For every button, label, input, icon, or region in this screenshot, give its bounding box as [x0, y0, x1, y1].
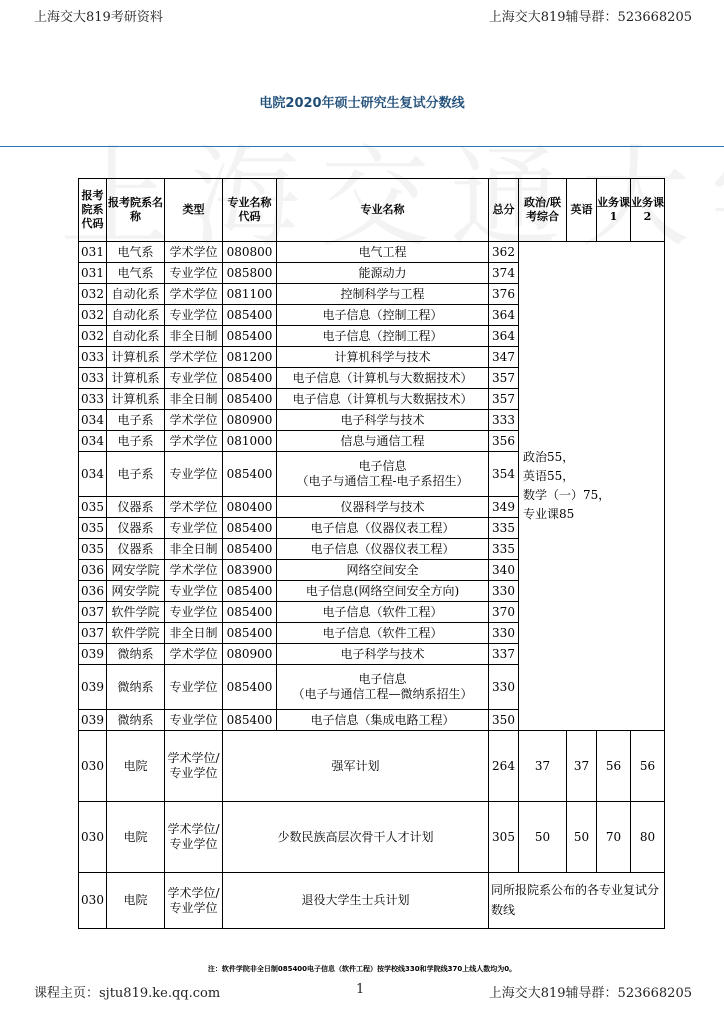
type-cell: 专业学位: [165, 305, 223, 326]
header-english: 英语: [567, 179, 597, 242]
major-name-cell: 控制科学与工程: [277, 284, 489, 305]
english-score-cell: 50: [567, 802, 597, 873]
major-name-cell: 电子信息（计算机与大数据技术）: [277, 368, 489, 389]
table-body: [79, 242, 665, 929]
title-divider: [0, 146, 724, 147]
total-score-cell: 364: [489, 326, 519, 347]
major-name-cell: 电子信息（软件工程）: [277, 602, 489, 623]
politics-score-cell: 50: [519, 802, 567, 873]
total-score-cell: 357: [489, 389, 519, 410]
total-score-cell: 354: [489, 452, 519, 497]
total-score-cell: 364: [489, 305, 519, 326]
dept-name-cell: 电院: [107, 873, 165, 929]
dept-code-cell: 033: [79, 368, 107, 389]
major-name-cell: 网络空间安全: [277, 560, 489, 581]
type-cell: 专业学位: [165, 665, 223, 710]
dept-name-cell: 自动化系: [107, 305, 165, 326]
special-plan-row: [79, 873, 665, 929]
type-cell: 学术学位: [165, 347, 223, 368]
major-code-cell: 083900: [223, 560, 277, 581]
dept-code-cell: 037: [79, 623, 107, 644]
dept-name-cell: 电气系: [107, 242, 165, 263]
major-name-cell: 电子信息(网络空间安全方向): [277, 581, 489, 602]
dept-code-cell: 030: [79, 731, 107, 802]
plan-name-cell: 退役大学生士兵计划: [223, 873, 489, 929]
table-row: [79, 242, 665, 263]
type-cell: 学术学位: [165, 410, 223, 431]
type-cell: 学术学位: [165, 431, 223, 452]
dept-code-cell: 039: [79, 665, 107, 710]
dept-name-cell: 电子系: [107, 431, 165, 452]
dept-code-cell: 036: [79, 581, 107, 602]
major-code-cell: 085400: [223, 518, 277, 539]
footer-right-text: 上海交大819辅导群：523668205: [488, 986, 692, 1001]
dept-code-cell: 034: [79, 452, 107, 497]
dept-code-cell: 033: [79, 347, 107, 368]
total-score-cell: 357: [489, 368, 519, 389]
header-dept-code: 报考院系代码: [79, 179, 107, 242]
total-score-cell: 356: [489, 431, 519, 452]
major-code-cell: 080900: [223, 410, 277, 431]
major-code-cell: 085400: [223, 665, 277, 710]
total-score-cell: 330: [489, 665, 519, 710]
major-name-cell: 电子信息 （电子与通信工程—微纳系招生）: [277, 665, 489, 710]
dept-code-cell: 035: [79, 518, 107, 539]
page-title: 电院2020年硕士研究生复试分数线: [259, 96, 465, 111]
dept-name-cell: 微纳系: [107, 644, 165, 665]
type-cell: 学术学位: [165, 497, 223, 518]
major-code-cell: 085400: [223, 326, 277, 347]
course2-score-cell: 56: [631, 731, 665, 802]
dept-code-cell: 034: [79, 431, 107, 452]
course1-score-cell: 56: [597, 731, 631, 802]
header-dept-name: 报考院系名称: [107, 179, 165, 242]
major-code-cell: 081100: [223, 284, 277, 305]
major-code-cell: 085400: [223, 389, 277, 410]
total-score-cell: 376: [489, 284, 519, 305]
type-cell: 学术学位: [165, 560, 223, 581]
plan-note-cell: 同所报院系公布的各专业复试分数线: [489, 873, 665, 929]
major-code-cell: 085400: [223, 602, 277, 623]
major-name-cell: 电子科学与技术: [277, 410, 489, 431]
total-score-cell: 335: [489, 539, 519, 560]
type-cell: 学术学位/ 专业学位: [165, 802, 223, 873]
header-type: 类型: [165, 179, 223, 242]
dept-code-cell: 032: [79, 326, 107, 347]
major-name-cell: 电子信息（集成电路工程）: [277, 710, 489, 731]
dept-code-cell: 037: [79, 602, 107, 623]
header-left-text: 上海交大819考研资料: [34, 10, 163, 25]
major-name-cell: 能源动力: [277, 263, 489, 284]
type-cell: 学术学位: [165, 284, 223, 305]
dept-name-cell: 计算机系: [107, 389, 165, 410]
dept-code-cell: 035: [79, 497, 107, 518]
dept-name-cell: 电气系: [107, 263, 165, 284]
english-score-cell: 37: [567, 731, 597, 802]
dept-name-cell: 计算机系: [107, 347, 165, 368]
major-name-cell: 仪器科学与技术: [277, 497, 489, 518]
plan-name-cell: 少数民族高层次骨干人才计划: [223, 802, 489, 873]
header-course1: 业务课1: [597, 179, 631, 242]
dept-name-cell: 电院: [107, 731, 165, 802]
type-cell: 非全日制: [165, 623, 223, 644]
major-code-cell: 085400: [223, 368, 277, 389]
type-cell: 专业学位: [165, 263, 223, 284]
footer-course-link: 课程主页：sjtu819.ke.qq.com: [34, 986, 221, 1001]
header-course2: 业务课2: [631, 179, 665, 242]
total-score-cell: 305: [489, 802, 519, 873]
type-cell: 专业学位: [165, 710, 223, 731]
major-name-cell: 电子信息（仪器仪表工程）: [277, 539, 489, 560]
major-name-cell: 电气工程: [277, 242, 489, 263]
major-code-cell: 085800: [223, 263, 277, 284]
course1-score-cell: 70: [597, 802, 631, 873]
total-score-cell: 333: [489, 410, 519, 431]
major-name-cell: 电子科学与技术: [277, 644, 489, 665]
type-cell: 非全日制: [165, 389, 223, 410]
type-cell: 学术学位: [165, 644, 223, 665]
dept-code-cell: 030: [79, 802, 107, 873]
dept-name-cell: 网安学院: [107, 560, 165, 581]
type-cell: 专业学位: [165, 581, 223, 602]
type-cell: 专业学位: [165, 368, 223, 389]
total-score-cell: 362: [489, 242, 519, 263]
plan-name-cell: 强军计划: [223, 731, 489, 802]
type-cell: 学术学位/ 专业学位: [165, 873, 223, 929]
type-cell: 非全日制: [165, 539, 223, 560]
dept-code-cell: 033: [79, 389, 107, 410]
type-cell: 专业学位: [165, 452, 223, 497]
type-cell: 非全日制: [165, 326, 223, 347]
dept-name-cell: 电子系: [107, 452, 165, 497]
dept-code-cell: 034: [79, 410, 107, 431]
major-name-cell: 电子信息（仪器仪表工程）: [277, 518, 489, 539]
total-score-cell: 347: [489, 347, 519, 368]
table-header-row: [79, 179, 665, 242]
major-name-cell: 电子信息（计算机与大数据技术）: [277, 389, 489, 410]
total-score-cell: 337: [489, 644, 519, 665]
major-code-cell: 081000: [223, 431, 277, 452]
type-cell: 学术学位: [165, 242, 223, 263]
dept-code-cell: 032: [79, 305, 107, 326]
dept-code-cell: 031: [79, 242, 107, 263]
major-code-cell: 080400: [223, 497, 277, 518]
dept-name-cell: 电院: [107, 802, 165, 873]
major-code-cell: 085400: [223, 539, 277, 560]
total-score-cell: 330: [489, 623, 519, 644]
major-code-cell: 081200: [223, 347, 277, 368]
dept-code-cell: 036: [79, 560, 107, 581]
header-politics: 政治/联考综合: [519, 179, 567, 242]
dept-code-cell: 030: [79, 873, 107, 929]
major-name-cell: 电子信息（软件工程）: [277, 623, 489, 644]
total-score-cell: 370: [489, 602, 519, 623]
total-score-cell: 340: [489, 560, 519, 581]
major-name-cell: 电子信息（控制工程）: [277, 326, 489, 347]
type-cell: 专业学位: [165, 518, 223, 539]
score-table: [78, 178, 665, 929]
major-code-cell: 080900: [223, 644, 277, 665]
header-total: 总分: [489, 179, 519, 242]
major-name-cell: 计算机科学与技术: [277, 347, 489, 368]
footnote: 注：软件学院非全日制085400电子信息（软件工程）按学校线330和学院线370上线人数均为0。: [207, 965, 517, 973]
major-code-cell: 085400: [223, 305, 277, 326]
dept-name-cell: 微纳系: [107, 665, 165, 710]
header-major-name: 专业名称: [277, 179, 489, 242]
dept-code-cell: 031: [79, 263, 107, 284]
total-score-cell: 349: [489, 497, 519, 518]
major-name-cell: 信息与通信工程: [277, 431, 489, 452]
header-right-text: 上海交大819辅导群：523668205: [488, 10, 692, 25]
dept-name-cell: 软件学院: [107, 623, 165, 644]
type-cell: 学术学位/ 专业学位: [165, 731, 223, 802]
dept-name-cell: 电子系: [107, 410, 165, 431]
dept-name-cell: 自动化系: [107, 326, 165, 347]
dept-name-cell: 仪器系: [107, 497, 165, 518]
dept-name-cell: 网安学院: [107, 581, 165, 602]
total-score-cell: 350: [489, 710, 519, 731]
major-name-cell: 电子信息（控制工程）: [277, 305, 489, 326]
major-code-cell: 085400: [223, 581, 277, 602]
dept-code-cell: 032: [79, 284, 107, 305]
major-code-cell: 080800: [223, 242, 277, 263]
dept-name-cell: 仪器系: [107, 518, 165, 539]
type-cell: 专业学位: [165, 602, 223, 623]
special-plan-row: [79, 802, 665, 873]
dept-name-cell: 自动化系: [107, 284, 165, 305]
page-number: 1: [356, 982, 365, 997]
subject-requirements-cell: 政治55， 英语55， 数学（一）75， 专业课85: [519, 242, 665, 731]
dept-name-cell: 计算机系: [107, 368, 165, 389]
major-name-cell: 电子信息 （电子与通信工程-电子系招生）: [277, 452, 489, 497]
total-score-cell: 335: [489, 518, 519, 539]
special-plan-row: [79, 731, 665, 802]
total-score-cell: 330: [489, 581, 519, 602]
dept-code-cell: 039: [79, 710, 107, 731]
dept-code-cell: 039: [79, 644, 107, 665]
politics-score-cell: 37: [519, 731, 567, 802]
dept-code-cell: 035: [79, 539, 107, 560]
total-score-cell: 374: [489, 263, 519, 284]
course2-score-cell: 80: [631, 802, 665, 873]
major-code-cell: 085400: [223, 710, 277, 731]
dept-name-cell: 仪器系: [107, 539, 165, 560]
dept-name-cell: 微纳系: [107, 710, 165, 731]
total-score-cell: 264: [489, 731, 519, 802]
dept-name-cell: 软件学院: [107, 602, 165, 623]
major-code-cell: 085400: [223, 623, 277, 644]
major-code-cell: 085400: [223, 452, 277, 497]
header-major-code: 专业名称代码: [223, 179, 277, 242]
